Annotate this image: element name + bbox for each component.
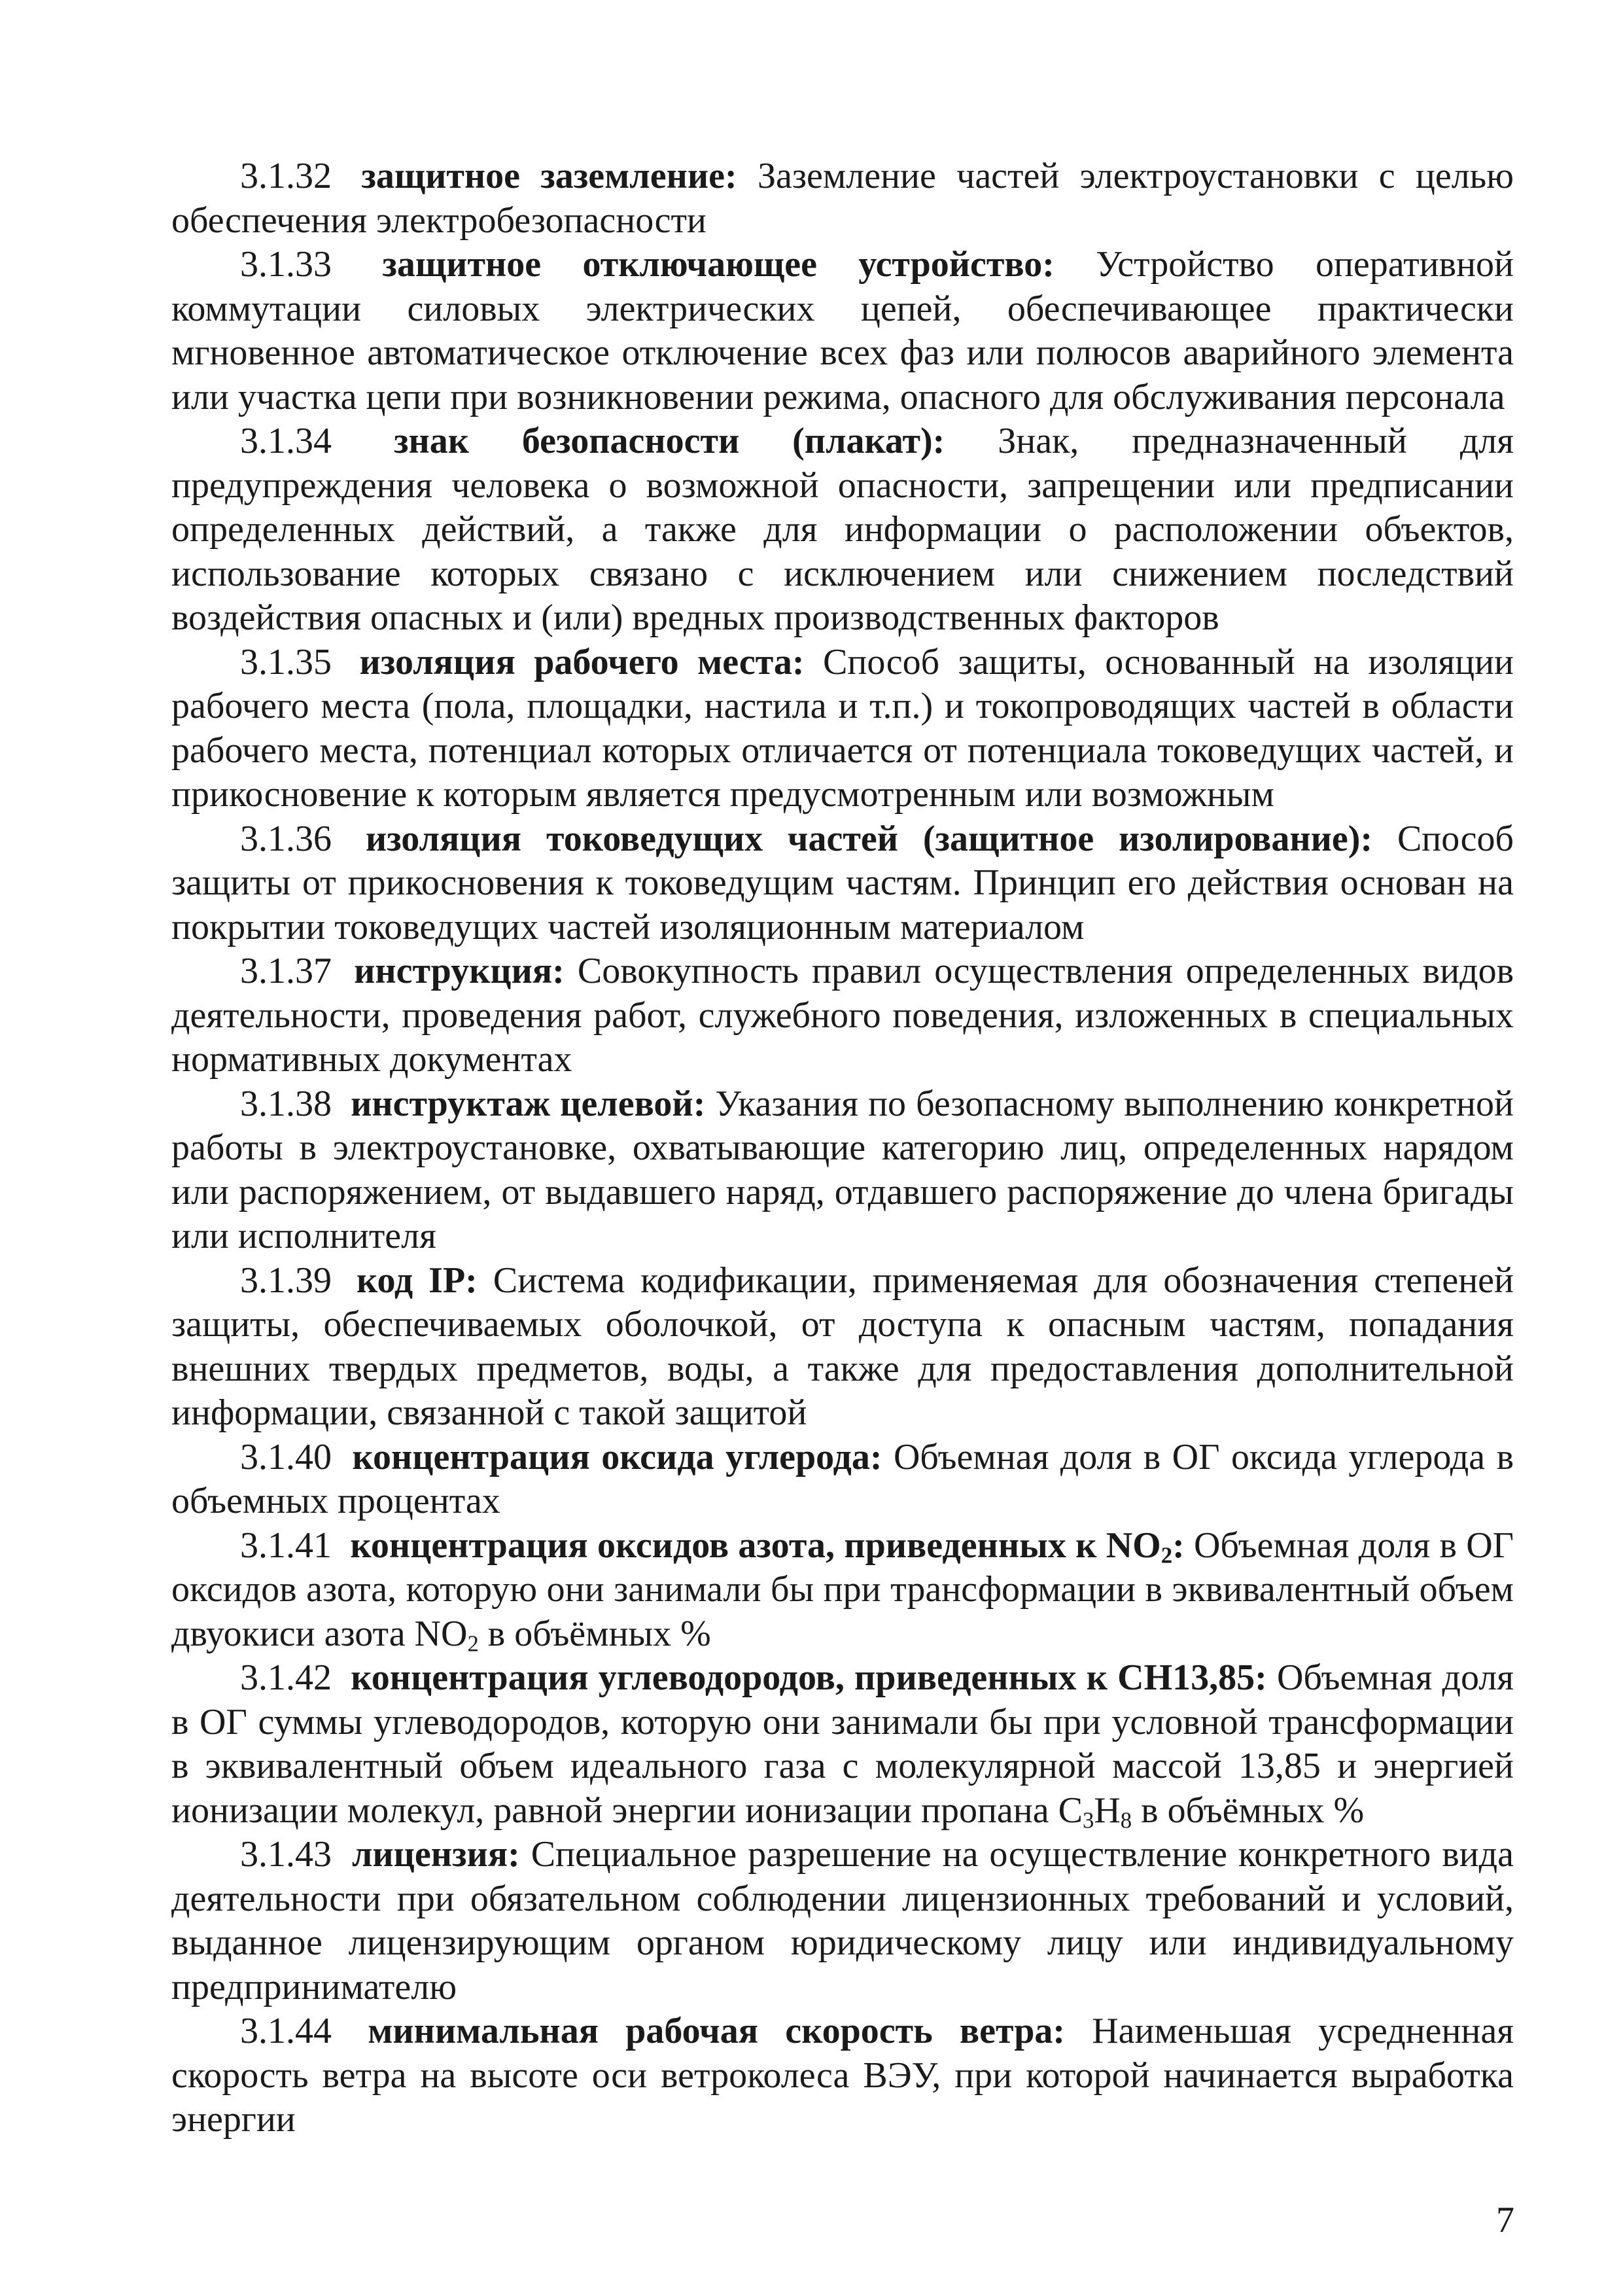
term-part: концентрация оксидов азота, приведенных к NO bbox=[350, 1525, 1161, 1566]
text-part: в объёмных % bbox=[478, 1613, 711, 1654]
definition-3-1-32 bbox=[171, 154, 1514, 243]
definition-3-1-36 bbox=[171, 817, 1514, 950]
page-number: 7 bbox=[1496, 2200, 1514, 2240]
clause-number: 3.1.33 bbox=[240, 244, 332, 285]
term-colon: : bbox=[1172, 1525, 1185, 1566]
definition-3-1-44 bbox=[171, 2009, 1514, 2142]
clause-number: 3.1.40 bbox=[240, 1436, 332, 1477]
clause-number: 3.1.39 bbox=[240, 1260, 332, 1301]
definition-3-1-37 bbox=[171, 949, 1514, 1082]
definition-text: Наименьшая усредненная скорость ветра на высоте оси ветроколеса ВЭУ, при которой начинается выработка энергии bbox=[171, 2011, 1514, 2140]
clause-number: 3.1.43 bbox=[240, 1834, 332, 1875]
subscript: 2 bbox=[467, 1631, 479, 1657]
text-part: Объемная доля в ОГ суммы углеводородов, которую они занимали бы при условной трансформации в эквивалентный объем идеального газа с молекулярной массой 13,85 и энергией ионизации молекул, равной энергии ионизации пропана С bbox=[171, 1657, 1514, 1831]
clause-number: 3.1.42 bbox=[240, 1657, 332, 1698]
term: инструкция: bbox=[354, 951, 565, 991]
clause-number: 3.1.32 bbox=[240, 156, 332, 196]
term: защитное заземление: bbox=[361, 156, 737, 196]
definition-text: Система кодификации, применяемая для обозначения степеней защиты, обеспечиваемых оболочкой, от доступа к опасным частям, попадания внешних твердых предметов, воды, а также для предоставления дополнительной информации, связанной с такой защитой bbox=[171, 1260, 1514, 1433]
clause-number: 3.1.44 bbox=[240, 2011, 332, 2051]
subscript: 3 bbox=[1082, 1807, 1094, 1833]
term: код IP: bbox=[356, 1260, 478, 1301]
text-part: в объёмных % bbox=[1132, 1790, 1365, 1831]
definition-3-1-42 bbox=[171, 1656, 1514, 1833]
term: концентрация углеводородов, приведенных к СН13,85: bbox=[351, 1657, 1267, 1698]
definition-text: Специальное разрешение на осуществление конкретного вида деятельности при обязательном соблюдении лицензионных требований и условий, выданное лицензирующим органом юридическому лицу или индивидуальному предпринимателю bbox=[171, 1834, 1514, 2007]
definition-3-1-43 bbox=[171, 1833, 1514, 2009]
term: лицензия: bbox=[351, 1834, 520, 1875]
definition-text: Способ защиты от прикосновения к токоведущим частям. Принцип его действия основан на покрытии токоведущих частей изоляционным материалом bbox=[171, 818, 1514, 947]
definition-text: Способ защиты, основанный на изоляции рабочего места (пола, площадки, настила и т.п.) и токопроводящих частей в области рабочего места, потенциал которых отличается от потенциала токоведущих частей, и прикосновение к которым является предусмотренным или возможным bbox=[171, 641, 1514, 815]
term: минимальная рабочая скорость ветра: bbox=[368, 2011, 1065, 2051]
term: изоляция рабочего места: bbox=[359, 641, 805, 682]
definition-3-1-33 bbox=[171, 243, 1514, 419]
definition-text: Указания по безопасному выполнению конкретной работы в электроустановке, охватывающие категорию лиц, определенных нарядом или распоряжением, от выдавшего наряд, отдавшего распоряжение до члена бригады или исполнителя bbox=[171, 1083, 1514, 1256]
text-part: Н bbox=[1094, 1790, 1121, 1831]
definition-text: Заземление частей электроустановки с целью обеспечения электробезопасности bbox=[171, 156, 1514, 241]
definition-text: Совокупность правил осуществления определенных видов деятельности, проведения работ, служебного поведения, изложенных в специальных нормативных документах bbox=[171, 951, 1514, 1080]
definition-3-1-35 bbox=[171, 641, 1514, 817]
clause-number: 3.1.36 bbox=[240, 818, 332, 859]
term: изоляция токоведущих частей (защитное изолирование): bbox=[365, 818, 1373, 859]
term: концентрация оксида углерода: bbox=[352, 1436, 882, 1477]
clause-number: 3.1.38 bbox=[240, 1083, 332, 1124]
definition-3-1-41 bbox=[171, 1524, 1514, 1657]
definition-3-1-39 bbox=[171, 1259, 1514, 1436]
definition-text: Устройство оперативной коммутации силовых электрических цепей, обеспечивающее практически мгновенное автоматическое отключение всех фаз или полюсов аварийного элемента или участка цепи при возникновении режима, опасного для обслуживания персонала bbox=[171, 244, 1514, 417]
definition-3-1-40 bbox=[171, 1436, 1514, 1524]
subscript: 2 bbox=[1161, 1542, 1173, 1568]
clause-number: 3.1.35 bbox=[240, 641, 332, 682]
text-part: Объемная доля в ОГ оксидов азота, которую они занимали бы при трансформации в эквивалентный объем двуокиси азота NO bbox=[171, 1525, 1514, 1654]
term: инструктаж целевой: bbox=[351, 1083, 706, 1124]
document-body bbox=[171, 154, 1514, 2142]
clause-number: 3.1.37 bbox=[240, 951, 332, 991]
subscript: 8 bbox=[1120, 1807, 1132, 1833]
definition-text: Объемная доля в ОГ оксида углерода в объемных процентах bbox=[171, 1436, 1514, 1521]
definition-text: Знак, предназначенный для предупреждения человека о возможной опасности, запрещении или предписании определенных действий, а также для информации о расположении объектов, использование которых связано с исключением или снижением последствий воздействия опасных и (или) вредных производственных факторов bbox=[171, 421, 1514, 638]
term bbox=[350, 1525, 1184, 1566]
definition-3-1-34 bbox=[171, 419, 1514, 641]
clause-number: 3.1.34 bbox=[240, 421, 332, 461]
definition-3-1-38 bbox=[171, 1082, 1514, 1259]
clause-number: 3.1.41 bbox=[240, 1525, 332, 1566]
term: знак безопасности (плакат): bbox=[393, 421, 945, 461]
term: защитное отключающее устройство: bbox=[382, 244, 1055, 285]
